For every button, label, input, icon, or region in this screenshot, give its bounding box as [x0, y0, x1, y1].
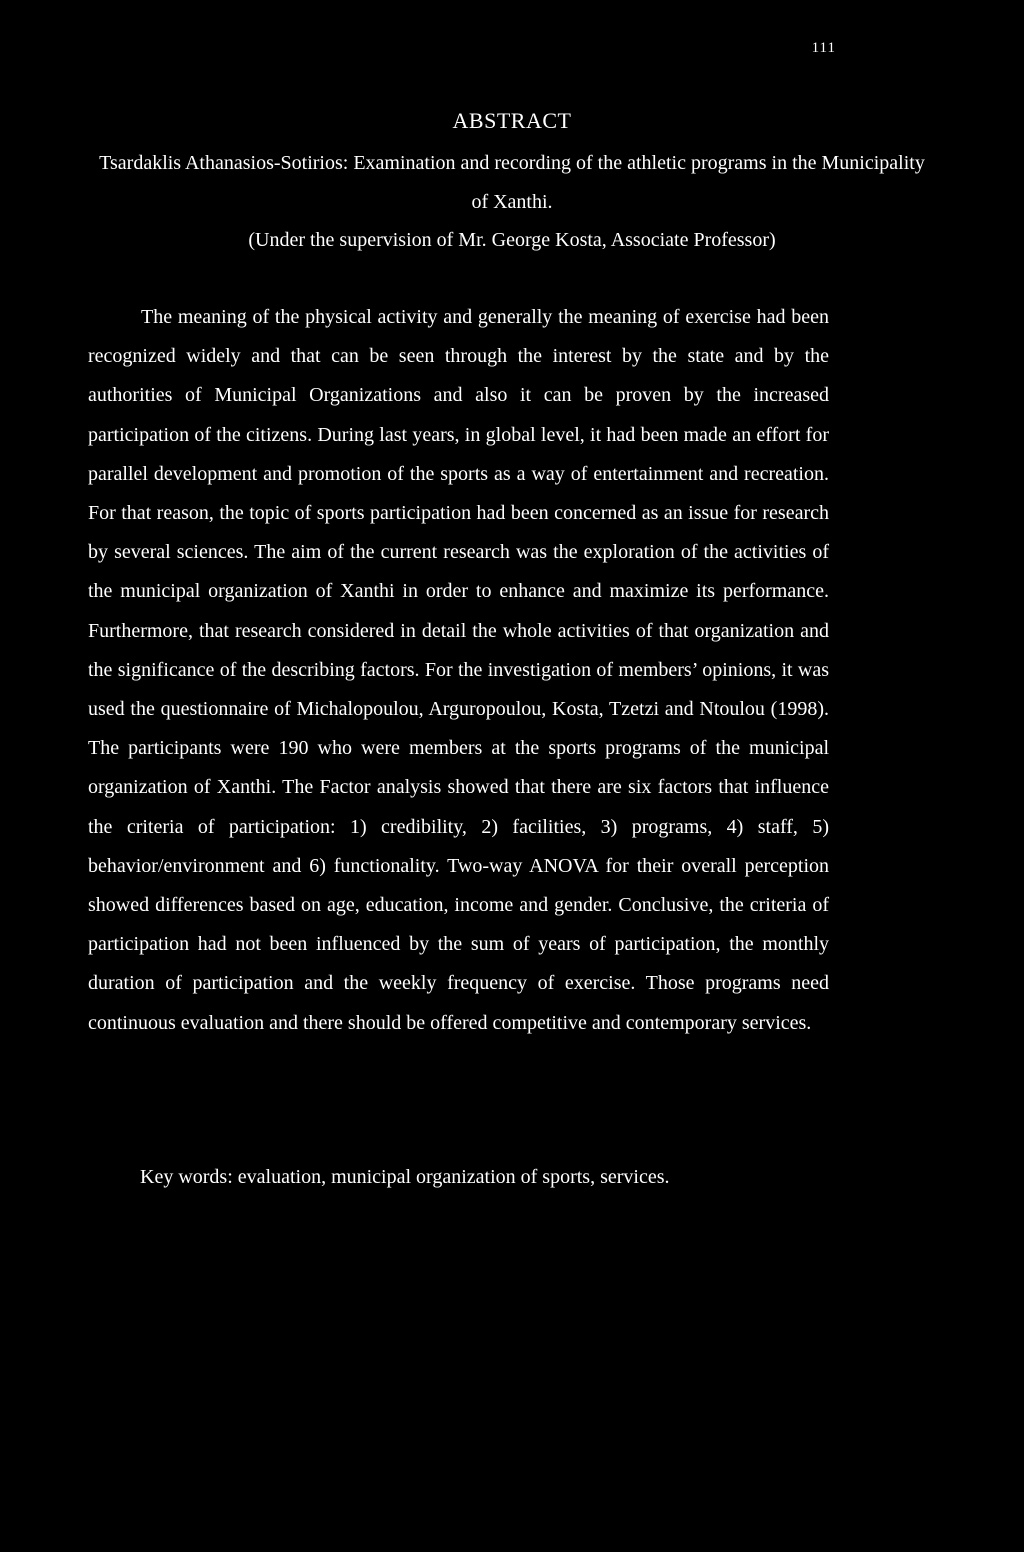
author-and-title: Tsardaklis Athanasios-Sotirios: Examination and recording of the athletic programs in the Municipality of Xanthi.	[99, 152, 925, 213]
page-number: 111	[811, 40, 836, 56]
keywords-line: Key words: evaluation, municipal organization of sports, services.	[140, 1166, 670, 1188]
abstract-heading: ABSTRACT	[452, 108, 572, 133]
supervision-line: (Under the supervision of Mr. George Kosta, Associate Professor)	[248, 229, 776, 251]
title-block	[90, 144, 934, 260]
abstract-body: The meaning of the physical activity and generally the meaning of exercise had been recognized widely and that can be seen through the interest by the state and by the authorities of Municipal Organizations and also it can be proven by the increased participation of the citizens. During last years, in global level, it had been made an effort for parallel development and promotion of the sports as a way of entertainment and recreation. For that reason, the topic of sports participation had been concerned as an issue for research by several sciences. The aim of the current research was the exploration of the activities of the municipal organization of Xanthi in order to enhance and maximize its performance. Furthermore, that research considered in detail the whole activities of that organization and the significance of the describing factors. For the investigation of members’ opinions, it was used the questionnaire of Michalopoulou, Arguropoulou, Kosta, Tzetzi and Ntoulou (1998). The participants were 190 who were members at the sports programs of the municipal organization of Xanthi. The Factor analysis showed that there are six factors that influence the criteria of participation: 1) credibility, 2) facilities, 3) programs, 4) staff, 5) behavior/environment and 6) functionality. Two-way ANOVA for their overall perception showed differences based on age, education, income and gender. Conclusive, the criteria of participation had not been influenced by the sum of years of participation, the monthly duration of participation and the weekly frequency of exercise. Those programs need continuous evaluation and there should be offered competitive and contemporary services.	[88, 306, 829, 1034]
